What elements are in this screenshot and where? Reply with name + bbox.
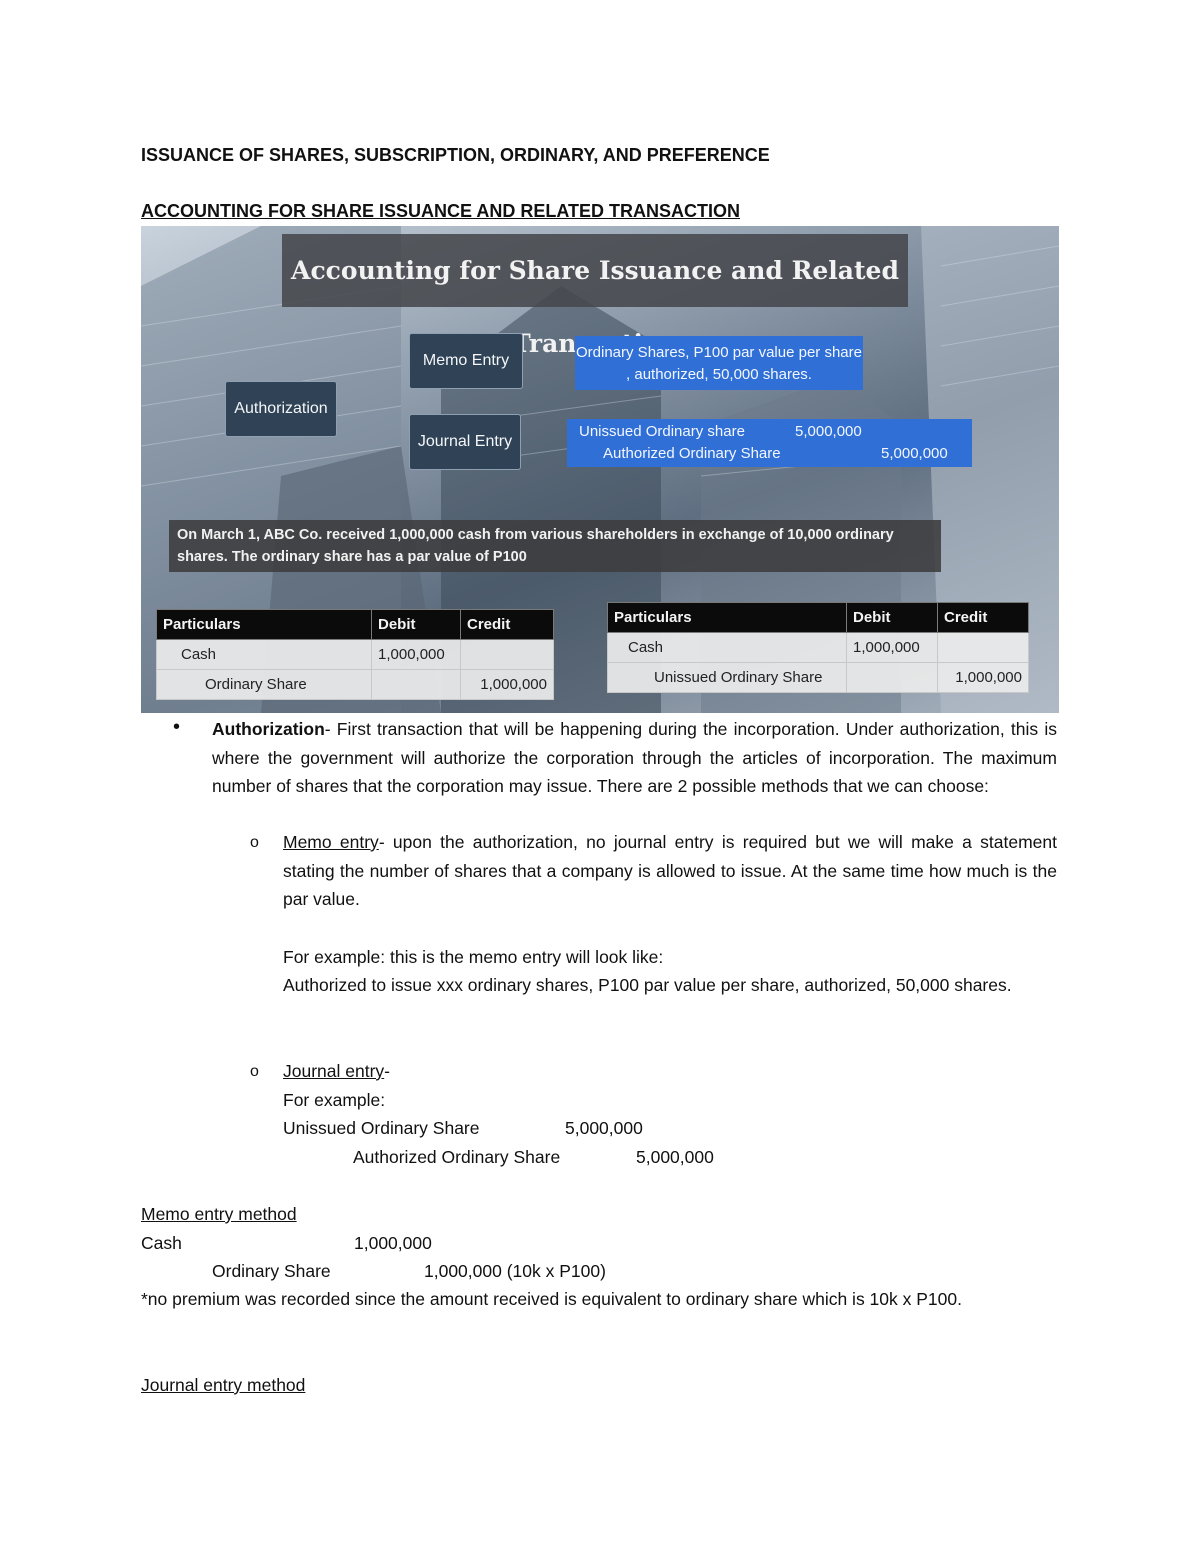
table-header: Credit: [938, 603, 1029, 633]
table-cell: Ordinary Share: [157, 670, 372, 700]
memo-method-heading: Memo entry method: [141, 1204, 297, 1224]
table-cell: 1,000,000: [847, 633, 938, 663]
authorization-text: - First transaction that will be happening during the incorporation. Under authorization, this is where the government will authorize the corporation through the articles of incorporation. The maximum number of shares that the corporation may issue. There are 2 possible methods that we can choose:: [212, 719, 1057, 796]
table-cell: Cash: [608, 633, 847, 663]
document-title: ISSUANCE OF SHARES, SUBSCRIPTION, ORDINARY, AND PREFERENCE: [141, 145, 770, 165]
table-cell: [372, 670, 461, 700]
table-cell: [461, 640, 554, 670]
authorization-box: Authorization: [225, 381, 337, 437]
memo-entry-term: Memo entry: [283, 832, 379, 852]
table-cell: 1,000,000: [461, 670, 554, 700]
memo-entry-text: - upon the authorization, no journal entry is required but we will make a statement stating the number of shares that a company is allowed to issue. At the same time how much is the par value.: [283, 832, 1058, 909]
sub-bullet-icon: o: [250, 1063, 259, 1080]
journal-account-2: Authorized Ordinary Share: [603, 445, 781, 462]
memo-entry-paragraph: [283, 828, 1057, 914]
table-header: Debit: [372, 610, 461, 640]
journal-line-1-amount: 5,000,000: [565, 1118, 643, 1138]
journal-entry-heading: [283, 1057, 390, 1085]
table-header: Particulars: [608, 603, 847, 633]
journal-line-2-amount: 5,000,000: [636, 1147, 714, 1167]
table-header: Particulars: [157, 610, 372, 640]
table-cell: Unissued Ordinary Share: [608, 663, 847, 693]
authorization-paragraph: [212, 715, 1057, 801]
journal-entry-dash: -: [384, 1061, 390, 1081]
table-cell: 1,000,000: [372, 640, 461, 670]
journal-amount-1: 5,000,000: [795, 423, 862, 440]
journal-line-1-account: Unissued Ordinary Share: [283, 1118, 480, 1138]
table-cell: Cash: [157, 640, 372, 670]
mm-ordinary-amount: 1,000,000 (10k x P100): [424, 1261, 606, 1281]
authorization-term: Authorization: [212, 719, 325, 739]
sub-bullet-icon: o: [250, 834, 259, 851]
section-heading: ACCOUNTING FOR SHARE ISSUANCE AND RELATED TRANSACTION: [141, 201, 741, 221]
journal-method-table: [607, 602, 1029, 693]
memo-method-table: [156, 609, 554, 700]
mm-ordinary-label: Ordinary Share: [212, 1261, 331, 1281]
mm-cash-amount: 1,000,000: [354, 1233, 432, 1253]
table-cell: 1,000,000: [938, 663, 1029, 693]
memo-example-intro: For example: this is the memo entry will look like:: [283, 947, 664, 967]
table-cell: [847, 663, 938, 693]
memo-entry-box: Memo Entry: [409, 333, 523, 389]
mm-note: *no premium was recorded since the amount received is equivalent to ordinary share which is 10k x P100.: [141, 1289, 962, 1309]
journal-example-intro: For example:: [283, 1090, 386, 1110]
journal-amount-2: 5,000,000: [881, 445, 948, 462]
slide-image: [141, 226, 1059, 713]
memo-example-text: Authorized to issue xxx ordinary shares, P100 par value per share, authorized, 50,000 shares.: [283, 975, 1012, 995]
journal-method-heading: Journal entry method: [141, 1375, 306, 1395]
bullet-icon: •: [173, 716, 181, 738]
memo-statement-box: Ordinary Shares, P100 par value per share , authorized, 50,000 shares.: [575, 336, 863, 390]
example-statement: On March 1, ABC Co. received 1,000,000 cash from various shareholders in exchange of 10,000 ordinary shares. The ordinary share has a par value of P100: [169, 520, 941, 572]
journal-account-1: Unissued Ordinary share: [579, 423, 745, 440]
table-cell: [938, 633, 1029, 663]
slide-title: Accounting for Share Issuance and Related: [282, 234, 908, 307]
journal-entry-box: Journal Entry: [409, 414, 521, 470]
table-header: Credit: [461, 610, 554, 640]
table-header: Debit: [847, 603, 938, 633]
journal-statement-box: [567, 419, 972, 467]
journal-line-2-account: Authorized Ordinary Share: [353, 1147, 561, 1167]
journal-entry-term: Journal entry: [283, 1061, 385, 1081]
mm-cash-label: Cash: [141, 1233, 182, 1253]
